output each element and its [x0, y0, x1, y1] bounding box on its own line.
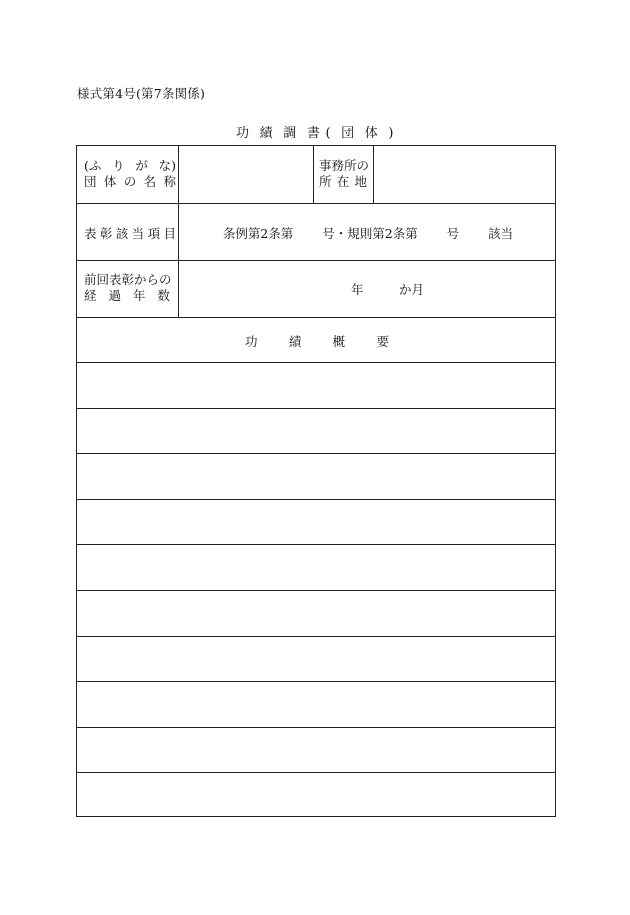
row-divider: [77, 317, 555, 318]
heading-char: 概: [332, 334, 346, 349]
summary-line[interactable]: [78, 363, 555, 407]
summary-line[interactable]: [78, 728, 555, 771]
label-char: の: [123, 174, 137, 189]
label-char: 表: [84, 226, 97, 241]
summary-line[interactable]: [78, 591, 555, 635]
label-line1: 前回表彰からの: [84, 272, 172, 287]
title-char: 団: [341, 126, 355, 141]
title-paren-close: ): [388, 126, 394, 141]
year-label: 年: [351, 282, 364, 297]
label-char: 目: [163, 226, 176, 241]
month-label: か月: [399, 282, 425, 297]
label-char: 過: [108, 288, 121, 303]
title-char: 功: [236, 126, 250, 141]
title-paren-open: (: [325, 126, 332, 141]
summary-line[interactable]: [78, 682, 555, 726]
title-char: 調: [283, 126, 297, 141]
title-char: 績: [259, 126, 274, 141]
label-char: 在: [336, 174, 350, 189]
award-item-label: [84, 224, 176, 242]
label-char: 経: [84, 288, 97, 303]
merit-report-form: [76, 145, 556, 817]
title-char: 書: [306, 126, 321, 141]
merit-summary-heading: [245, 332, 389, 350]
heading-char: 績: [288, 334, 302, 349]
label-char: 名: [143, 174, 157, 189]
label-char: 項: [147, 226, 161, 241]
label-char: 地: [354, 174, 367, 189]
office-column-divider: [313, 146, 314, 203]
elapsed-years-label: [84, 272, 176, 304]
group-name-label: [84, 158, 176, 190]
label-char: 当: [131, 226, 145, 241]
row-divider: [77, 203, 555, 204]
elapsed-years-field[interactable]: [179, 261, 555, 316]
label-char: (ふ: [84, 158, 102, 173]
document-title: [0, 122, 630, 141]
label-char: 体: [103, 174, 117, 189]
label-char: が: [135, 158, 148, 173]
label-char: 称: [163, 174, 176, 189]
award-item-field[interactable]: 条例第2条第 号・規則第2条第 号 該当: [222, 226, 514, 241]
office-label-line1: 事務所の: [319, 158, 370, 173]
summary-line[interactable]: [78, 773, 555, 816]
title-char: 体: [364, 126, 379, 141]
label-char: 年: [132, 288, 146, 303]
summary-line[interactable]: [78, 637, 555, 680]
heading-char: 功: [245, 334, 258, 349]
form-number: 様式第4号(第7条関係): [77, 86, 206, 101]
summary-line[interactable]: [78, 454, 555, 498]
label-char: 彰: [99, 226, 113, 241]
label-char: 該: [115, 226, 129, 241]
label-char: り: [112, 158, 125, 173]
summary-line[interactable]: [78, 545, 555, 589]
label-char: 所: [319, 174, 332, 189]
label-char: な): [158, 158, 176, 173]
label-char: 団: [84, 174, 97, 189]
summary-line[interactable]: [78, 500, 555, 543]
heading-char: 要: [376, 334, 389, 349]
office-address-field[interactable]: [374, 147, 555, 202]
label-char: 数: [157, 288, 170, 303]
group-name-field[interactable]: [179, 147, 312, 202]
summary-line[interactable]: [78, 409, 555, 452]
office-address-label: [319, 158, 369, 190]
